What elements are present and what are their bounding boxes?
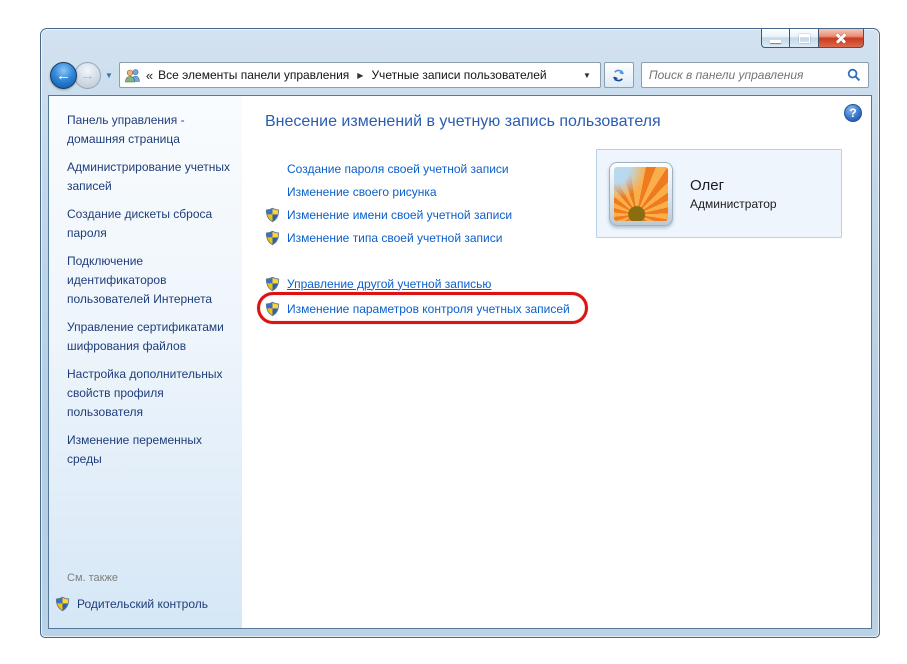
secondary-links bbox=[265, 271, 570, 321]
address-bar[interactable] bbox=[119, 62, 601, 88]
account-card bbox=[596, 149, 842, 238]
close-button[interactable] bbox=[819, 29, 864, 48]
close-icon bbox=[834, 32, 848, 44]
uac-shield-icon bbox=[265, 230, 280, 246]
chevron-down-icon: ▼ bbox=[105, 70, 113, 80]
maximize-icon bbox=[799, 34, 810, 43]
account-role: Администратор bbox=[690, 196, 777, 211]
account-name: Олег bbox=[690, 176, 725, 194]
task-link-row bbox=[265, 180, 512, 203]
help-icon: ? bbox=[849, 106, 857, 120]
address-dropdown-icon[interactable]: ▼ bbox=[583, 70, 591, 80]
account-text bbox=[690, 177, 777, 211]
help-button[interactable] bbox=[844, 104, 862, 122]
navigation-bar bbox=[41, 55, 879, 95]
uac-shield-icon bbox=[55, 596, 70, 612]
uac-shield-icon bbox=[265, 301, 280, 317]
page-title: Внесение изменений в учетную запись пользователя bbox=[265, 113, 661, 130]
sidebar-item-file-encryption-certs[interactable]: Управление сертификатами шифрования файлов bbox=[67, 320, 224, 353]
main-panel bbox=[242, 96, 871, 628]
search-box bbox=[641, 62, 869, 88]
task-link-row bbox=[265, 296, 570, 321]
uac-shield-icon bbox=[265, 207, 280, 223]
task-link-row bbox=[265, 226, 512, 249]
back-arrow-icon: ← bbox=[56, 66, 71, 84]
task-link-row bbox=[265, 271, 570, 296]
maximize-button[interactable] bbox=[790, 29, 819, 48]
avatar[interactable] bbox=[609, 162, 673, 226]
link-create-password[interactable]: Создание пароля своей учетной записи bbox=[287, 161, 509, 176]
parental-controls-label: Родительский контроль bbox=[77, 597, 208, 611]
link-manage-another-account[interactable]: Управление другой учетной записью bbox=[287, 276, 492, 291]
sidebar-item-advanced-profile[interactable]: Настройка дополнительных свойств профиля пользователя bbox=[67, 367, 223, 419]
breadcrumb-parent[interactable]: Все элементы панели управления bbox=[158, 68, 350, 82]
caption-buttons bbox=[761, 29, 864, 48]
minimize-button[interactable] bbox=[761, 29, 790, 48]
user-accounts-icon bbox=[124, 68, 141, 83]
sidebar bbox=[49, 96, 242, 628]
sidebar-item-link-online-ids[interactable]: Подключение идентификаторов пользователей Интернета bbox=[67, 254, 213, 306]
refresh-icon bbox=[611, 68, 626, 83]
see-also-section bbox=[49, 564, 242, 628]
breadcrumb-separator-icon[interactable]: ▶ bbox=[357, 70, 364, 80]
sidebar-item-manage-accounts[interactable]: Администрирование учетных записей bbox=[67, 160, 231, 193]
avatar-flower-image bbox=[614, 167, 668, 221]
search-icon[interactable] bbox=[847, 68, 861, 82]
task-link-row bbox=[265, 157, 512, 180]
sidebar-item-parental-controls[interactable] bbox=[55, 596, 236, 612]
refresh-button[interactable] bbox=[604, 62, 634, 88]
recent-pages-dropdown[interactable] bbox=[105, 71, 113, 80]
link-change-picture[interactable]: Изменение своего рисунка bbox=[287, 184, 437, 199]
breadcrumb-current[interactable]: Учетные записи пользователей bbox=[371, 68, 547, 82]
minimize-icon bbox=[770, 40, 781, 43]
sidebar-item-control-panel-home[interactable]: Панель управления - домашняя страница bbox=[67, 113, 185, 146]
task-links bbox=[265, 157, 512, 249]
see-also-header: См. также bbox=[67, 572, 118, 584]
link-change-uac-settings[interactable]: Изменение параметров контроля учетных записей bbox=[287, 301, 570, 316]
link-change-account-name[interactable]: Изменение имени своей учетной записи bbox=[287, 207, 513, 222]
control-panel-window bbox=[40, 28, 880, 638]
search-input[interactable] bbox=[649, 68, 847, 82]
sidebar-item-password-reset-disk[interactable]: Создание дискеты сброса пароля bbox=[67, 207, 213, 240]
uac-shield-icon bbox=[265, 276, 280, 292]
back-button[interactable] bbox=[50, 62, 77, 89]
breadcrumb-overflow-chevron[interactable]: « bbox=[145, 67, 154, 83]
content-area bbox=[48, 95, 872, 629]
forward-button[interactable] bbox=[74, 62, 101, 89]
forward-arrow-icon: → bbox=[80, 66, 95, 84]
sidebar-item-environment-variables[interactable]: Изменение переменных среды bbox=[67, 433, 203, 466]
link-change-account-type[interactable]: Изменение типа своей учетной записи bbox=[287, 230, 503, 245]
task-link-row bbox=[265, 203, 512, 226]
